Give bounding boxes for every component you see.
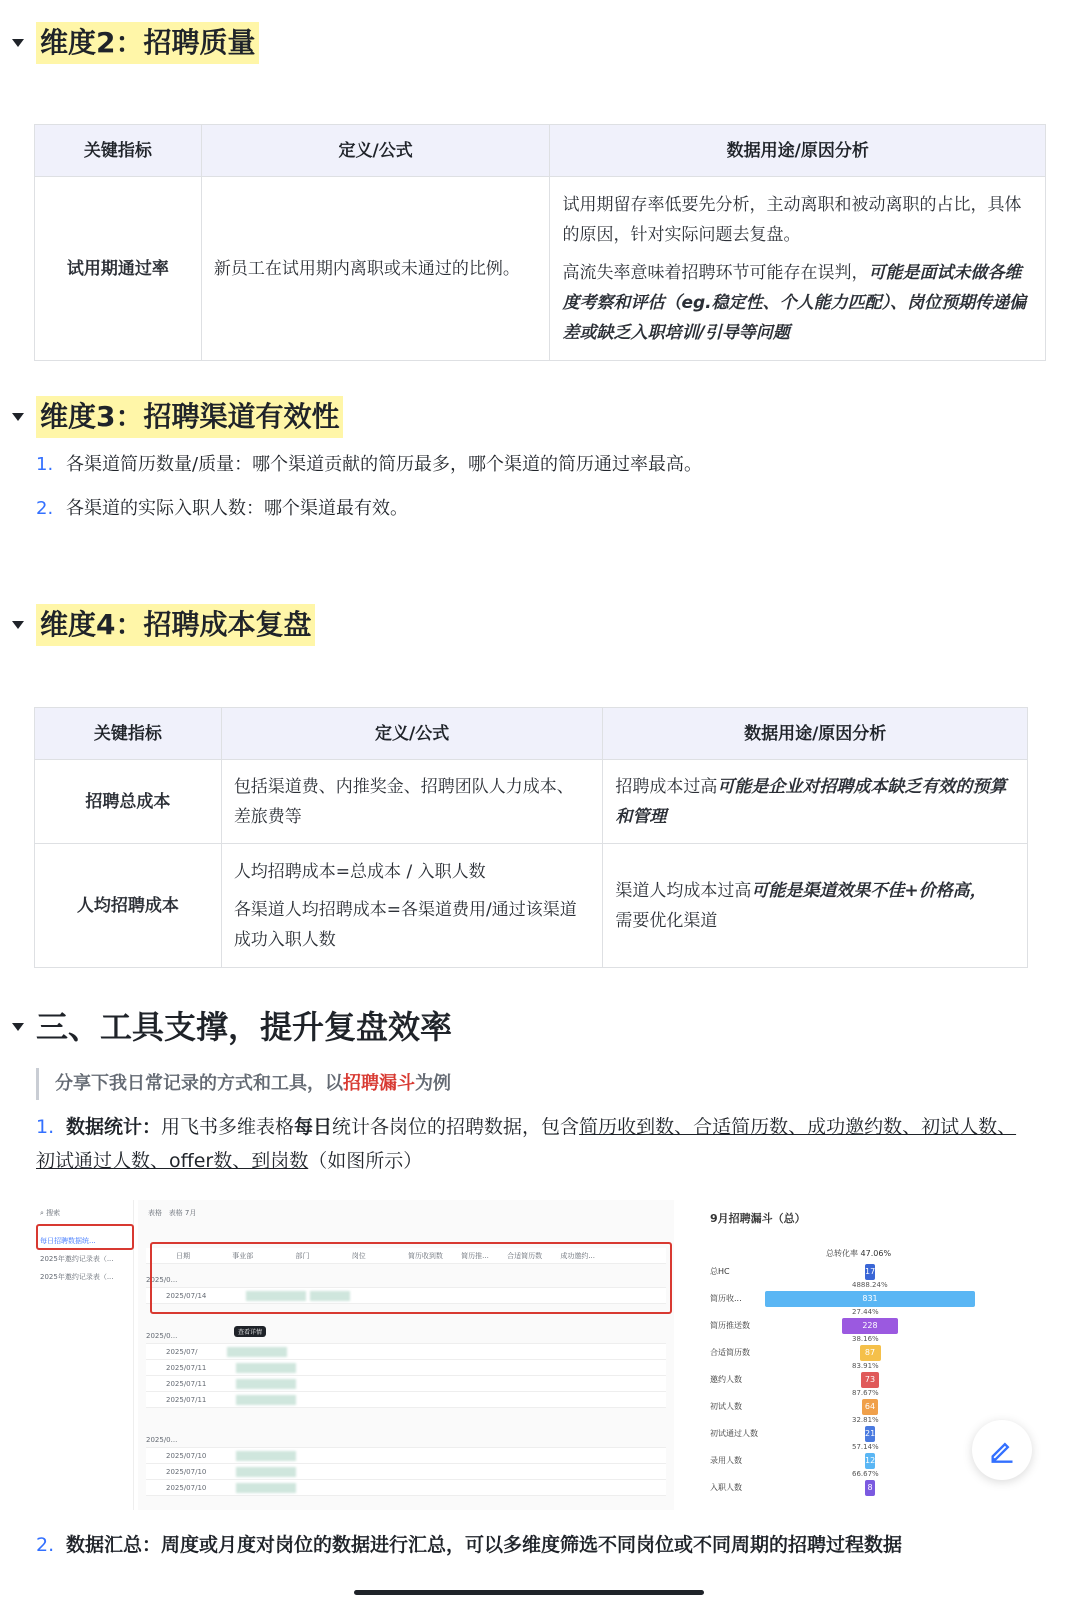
heading-text: 维度2：招聘质量 [36, 22, 259, 64]
table-row[interactable] [146, 1480, 666, 1496]
funnel-stage [710, 1453, 1000, 1478]
stage-rate: 66.67% [852, 1470, 879, 1478]
stage-label: 简历推送数 [710, 1321, 750, 1330]
funnel-stage [710, 1372, 1000, 1397]
heading-text: 三、工具支撑，提升复盘效率 [36, 1008, 453, 1046]
sidebar-item[interactable]: 每日招聘数据统... [40, 1237, 96, 1245]
date-cell: 2025/07/14 [166, 1292, 207, 1300]
list-text: 各渠道的实际入职人数：哪个渠道最有效。 [66, 498, 408, 519]
list-item-data-stats [36, 1110, 1026, 1178]
blurred-cell [236, 1379, 296, 1389]
pencil-icon [988, 1436, 1016, 1464]
column-header[interactable]: 部门 [295, 1252, 310, 1260]
header-use: 数据用途/原因分析 [550, 125, 1046, 177]
blurred-cell [227, 1347, 287, 1357]
tab-bar [148, 1208, 196, 1218]
date-cell: 2025/07/10 [166, 1484, 207, 1492]
stage-label: 简历收... [710, 1294, 742, 1303]
blurred-cell [236, 1483, 296, 1493]
list-item [36, 450, 702, 480]
stage-bar: 73 [861, 1372, 880, 1388]
stage-bar: 87 [860, 1345, 881, 1361]
item-bold: 每日 [294, 1116, 333, 1138]
tab[interactable]: 表格 [148, 1209, 162, 1217]
date-cell: 2025/07/ [166, 1348, 198, 1356]
quote-block [36, 1068, 451, 1100]
list-text: 各渠道简历数量/质量：哪个渠道贡献的简历最多，哪个渠道的简历通过率最高。 [66, 454, 703, 475]
table-row[interactable] [146, 1448, 666, 1464]
funnel-chart [700, 1200, 1000, 1510]
cost-table [34, 707, 1028, 968]
column-header[interactable]: 简历推... [461, 1252, 489, 1260]
heading-text: 维度3：招聘渠道有效性 [36, 396, 343, 438]
total-rate: 总转化率 47.06% [826, 1249, 892, 1258]
key-cell: 试用期通过率 [35, 177, 202, 361]
use-text: 试用期留存率低要先分析，主动离职和被动离职的占比，具体的原因，针对实际问题去复盘。 [562, 194, 1022, 245]
def-cell: 包括渠道费、内推奖金、招聘团队人力成本、差旅费等 [221, 760, 603, 844]
date-cell: 2025/07/10 [166, 1468, 207, 1476]
collapse-caret-icon[interactable] [12, 413, 24, 421]
use-cell [603, 760, 1028, 844]
table-row[interactable] [146, 1344, 666, 1360]
bitable-grid [138, 1200, 674, 1510]
stage-rate: 32.81% [852, 1416, 879, 1424]
section-heading-dim3[interactable] [0, 396, 343, 438]
column-header[interactable]: 事业部 [232, 1252, 254, 1260]
funnel-stage [710, 1426, 1000, 1451]
stage-bar: 8 [865, 1480, 875, 1496]
stage-bar: 228 [842, 1318, 899, 1334]
quote-text: 为例 [415, 1073, 451, 1094]
collapse-caret-icon[interactable] [12, 39, 24, 47]
header-use: 数据用途/原因分析 [603, 708, 1028, 760]
def-line: 各渠道人均招聘成本=各渠道费用/通过该渠道成功入职人数 [233, 899, 577, 950]
column-header[interactable]: 日期 [176, 1252, 190, 1260]
funnel-stage [710, 1291, 1000, 1316]
column-header[interactable]: 简历收到数 [407, 1252, 443, 1260]
emphasis-text: 可能是渠道效果不佳+价格高， [751, 880, 987, 901]
underlined-text: 简历收到数、合适简历数、成功邀约数、初试人数、初试通过人数、offer数、到岗数 [36, 1116, 1017, 1172]
heading-text: 维度4：招聘成本复盘 [36, 604, 315, 646]
bitable-sidebar [34, 1200, 134, 1510]
bitable-screenshot [34, 1200, 674, 1510]
emphasis-text: 可能是面试未做各维度考察和评估（eg.稳定性、个人能力匹配）、岗位预期传递偏差或缺乏入职培训/引导等问题 [562, 262, 1027, 343]
group-row[interactable]: 2025/0... [146, 1272, 666, 1288]
blurred-cell [236, 1363, 296, 1373]
table-row[interactable] [146, 1360, 666, 1376]
stage-rate: 87.67% [852, 1389, 879, 1397]
funnel-stage [710, 1264, 1000, 1289]
stage-label: 录用人数 [710, 1456, 742, 1465]
blurred-cell [236, 1467, 296, 1477]
stage-bar: 12 [865, 1453, 875, 1469]
column-header[interactable]: 成功邀约... [560, 1252, 596, 1260]
header-def: 定义/公式 [201, 125, 550, 177]
section-heading-part3[interactable] [0, 1008, 452, 1046]
stage-bar: 21 [865, 1426, 875, 1442]
date-cell: 2025/07/11 [166, 1364, 207, 1372]
header-def: 定义/公式 [221, 708, 603, 760]
plain-text: 渠道人均成本过高 [615, 880, 752, 901]
home-indicator[interactable] [354, 1590, 704, 1595]
stage-label: 邀约人数 [710, 1375, 742, 1384]
item-text: 用飞书多维表格 [161, 1116, 295, 1138]
funnel-stage [710, 1345, 1000, 1370]
collapse-caret-icon[interactable] [12, 621, 24, 629]
dim3-list [36, 450, 702, 524]
def-cell: 新员工在试用期内离职或未通过的比例。 [201, 177, 550, 361]
funnel-stage [710, 1318, 1000, 1343]
list-number: 1. [36, 454, 54, 475]
stage-rate: 4888.24% [852, 1281, 888, 1289]
date-cell: 2025/07/11 [166, 1396, 207, 1404]
blurred-cell [236, 1451, 296, 1461]
stage-label: 入职人数 [710, 1483, 742, 1492]
use-text-2 [562, 258, 1033, 348]
table-row[interactable] [146, 1392, 666, 1408]
stage-label: 初试人数 [710, 1402, 742, 1411]
blurred-cell [236, 1395, 296, 1405]
group-row[interactable]: 2025/0... [146, 1432, 666, 1448]
collapse-caret-icon[interactable] [12, 1023, 24, 1031]
quote-highlight: 招聘漏斗 [343, 1073, 415, 1094]
search-box[interactable]: ⌕ 搜索 [40, 1209, 61, 1217]
stage-bar: 831 [765, 1291, 975, 1307]
use-cell [603, 844, 1028, 968]
plain-text: 高流失率意味着招聘环节可能存在误判， [562, 262, 869, 283]
column-header[interactable]: 岗位 [351, 1252, 366, 1260]
group-row[interactable]: 2025/0... [146, 1328, 666, 1344]
funnel-title: 9月招聘漏斗（总） [710, 1212, 806, 1225]
edit-button[interactable] [972, 1420, 1032, 1480]
plain-text: 需要优化渠道 [615, 910, 718, 931]
funnel-stage [710, 1399, 1000, 1424]
column-header[interactable]: 合适简历数 [507, 1252, 543, 1260]
item-text: 统计各岗位的招聘数据，包含 [332, 1116, 580, 1138]
emphasis-text: 可能是企业对招聘成本缺乏有效的预算和管理 [615, 776, 1007, 827]
use-cell [550, 177, 1046, 361]
date-cell: 2025/07/11 [166, 1380, 207, 1388]
table-row[interactable] [146, 1464, 666, 1480]
table-row[interactable] [146, 1376, 666, 1392]
list-number: 1. [36, 1116, 55, 1138]
stage-rate: 83.91% [852, 1362, 879, 1370]
def-cell [221, 844, 603, 968]
def-line: 人均招聘成本=总成本 / 入职人数 [233, 861, 486, 882]
item-text: 数据汇总：周度或月度对岗位的数据进行汇总，可以多维度筛选不同岗位或不同周期的招聘过程数据 [66, 1534, 903, 1556]
quote-text: 分享下我日常记录的方式和工具，以 [55, 1073, 343, 1094]
sidebar-item[interactable]: 2025年邀约记录表（... [40, 1273, 114, 1281]
header-key: 关键指标 [35, 125, 202, 177]
tooltip: 查看详情 [234, 1326, 266, 1337]
highlight-box [36, 1224, 134, 1250]
item-text: （如图所示） [308, 1150, 423, 1172]
stage-bar: 64 [862, 1399, 879, 1415]
date-cell: 2025/07/10 [166, 1452, 207, 1460]
tab[interactable]: 表格 7月 [168, 1209, 197, 1217]
section-heading-dim2[interactable] [0, 22, 259, 64]
list-number: 2. [36, 1534, 55, 1556]
list-number: 2. [36, 498, 54, 519]
stage-label: 合适简历数 [710, 1348, 750, 1357]
quality-table [34, 124, 1046, 361]
stage-rate: 38.16% [852, 1335, 879, 1343]
stage-rate: 27.44% [852, 1308, 879, 1316]
plain-text: 招聘成本过高 [615, 776, 718, 797]
funnel-stage [710, 1480, 1000, 1496]
stage-label: 初试通过人数 [710, 1429, 758, 1438]
stage-label: 总HC [710, 1267, 730, 1276]
stage-bar: 17 [865, 1264, 875, 1280]
list-item [36, 494, 702, 524]
key-cell: 招聘总成本 [35, 760, 222, 844]
stage-rate: 57.14% [852, 1443, 879, 1451]
section-heading-dim4[interactable] [0, 604, 315, 646]
list-item-data-summary [36, 1528, 902, 1562]
search-placeholder: 搜索 [46, 1209, 61, 1217]
highlight-box [150, 1242, 672, 1314]
item-label: 数据统计： [66, 1116, 162, 1138]
header-key: 关键指标 [35, 708, 222, 760]
sidebar-item[interactable]: 2025年邀约记录表（... [40, 1255, 114, 1263]
key-cell: 人均招聘成本 [35, 844, 222, 968]
